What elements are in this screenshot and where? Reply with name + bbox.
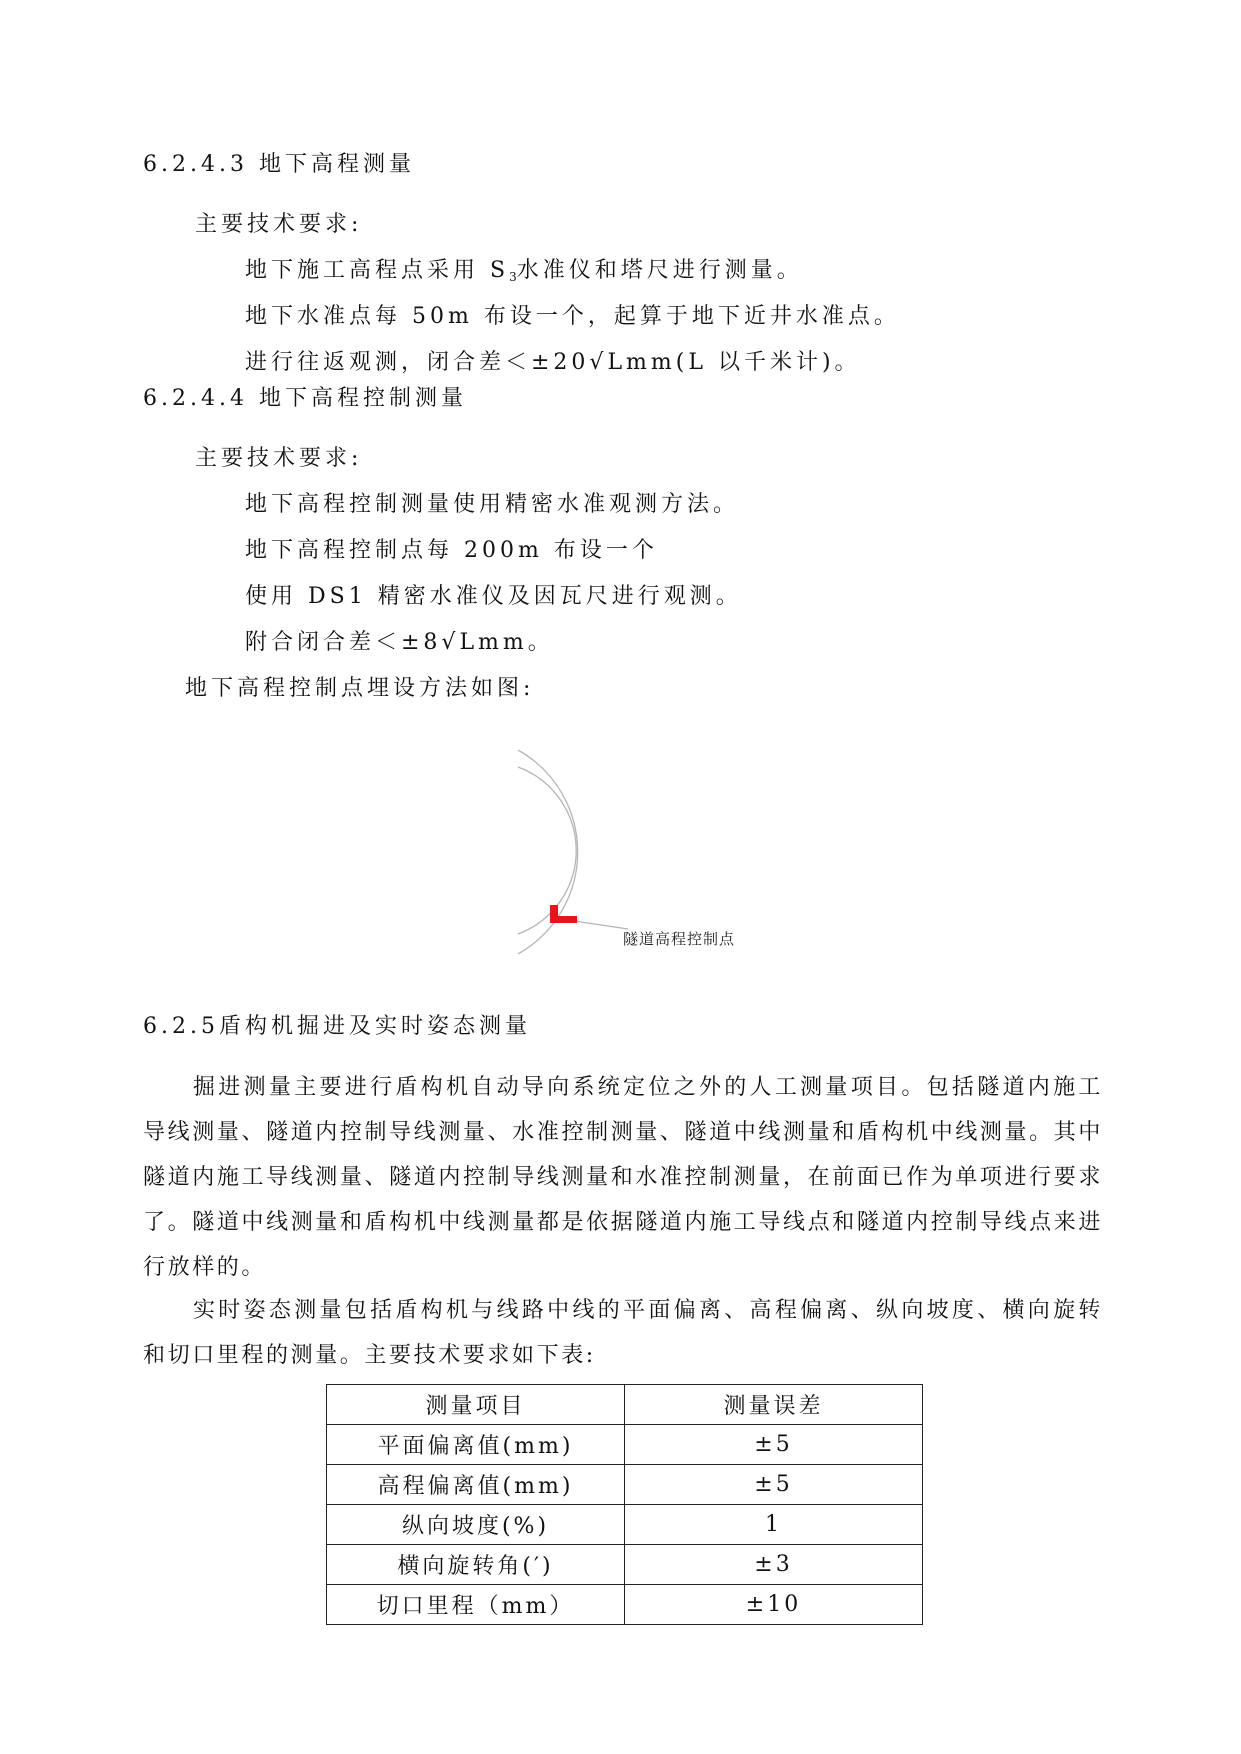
body-paragraph: 掘进测量主要进行盾构机自动导向系统定位之外的人工测量项目。包括隧道内施工导线测量、隧道内控制导线测量、水准控制测量、隧道中线测量和盾构机中线测量。其中隧道内施工导线测量、隧道内控制导线测量和水准控制测量，在前面已作为单项进行要求了。隧道中线测量和盾构机中线测量都是依据隧道内施工导线点和隧道内控制导线点来进行放样的。 [143, 1075, 1103, 1280]
table-row [327, 1505, 923, 1545]
requirement-item: 地下高程控制测量使用精密水准观测方法。 [245, 492, 740, 517]
table-cell: ±5 [625, 1465, 923, 1505]
requirement-item: 地下施工高程点采用 $S_3$水准仪和塔尺进行测量。 [245, 258, 803, 284]
table-cell: 平面偏离值(mm) [327, 1425, 625, 1465]
tolerance-table [326, 1384, 923, 1625]
table-row [327, 1585, 923, 1625]
table-header-cell: 测量误差 [625, 1385, 923, 1425]
requirements-label: 主要技术要求: [195, 446, 363, 471]
section-heading-6-2-4-4: 6.2.4.4 地下高程控制测量 [143, 386, 467, 411]
table-cell: ±10 [625, 1585, 923, 1625]
table-row [327, 1545, 923, 1585]
table-cell: 高程偏离值(mm) [327, 1465, 625, 1505]
table-header-row [327, 1385, 923, 1425]
tunnel-outer-arc [518, 750, 578, 954]
figure-label: 隧道高程控制点 [623, 930, 736, 948]
requirement-item: 使用 DS1 精密水准仪及因瓦尺进行观测。 [245, 584, 742, 609]
table-cell: ±5 [625, 1425, 923, 1465]
requirement-item: 地下高程控制点每 200m 布设一个 [245, 538, 658, 563]
burial-method-intro: 地下高程控制点埋设方法如图: [185, 676, 535, 701]
section-heading-6-2-5: 6.2.5盾构机掘进及实时姿态测量 [143, 1014, 531, 1039]
table-cell: ±3 [625, 1545, 923, 1585]
requirement-item: 附合闭合差＜±8√Lmm。 [245, 630, 554, 655]
table-cell: 横向旋转角(′) [327, 1545, 625, 1585]
body-paragraph: 实时姿态测量包括盾构机与线路中线的平面偏离、高程偏离、纵向坡度、横向旋转和切口里程的测量。主要技术要求如下表: [143, 1298, 1103, 1368]
requirement-item: 地下水准点每 50m 布设一个，起算于地下近井水准点。 [245, 304, 900, 329]
table-header-cell: 测量项目 [327, 1385, 625, 1425]
table-cell: 纵向坡度(%) [327, 1505, 625, 1545]
table-row [327, 1425, 923, 1465]
table-cell: 1 [625, 1505, 923, 1545]
tunnel-inner-arc [518, 767, 576, 934]
section-heading-6-2-4-3: 6.2.4.3 地下高程测量 [143, 152, 415, 177]
requirement-item: 进行往返观测，闭合差＜±20√Lmm(L 以千米计)。 [245, 350, 861, 375]
table-row [327, 1465, 923, 1505]
table-cell: 切口里程（mm） [327, 1585, 625, 1625]
requirements-label: 主要技术要求: [195, 212, 363, 237]
